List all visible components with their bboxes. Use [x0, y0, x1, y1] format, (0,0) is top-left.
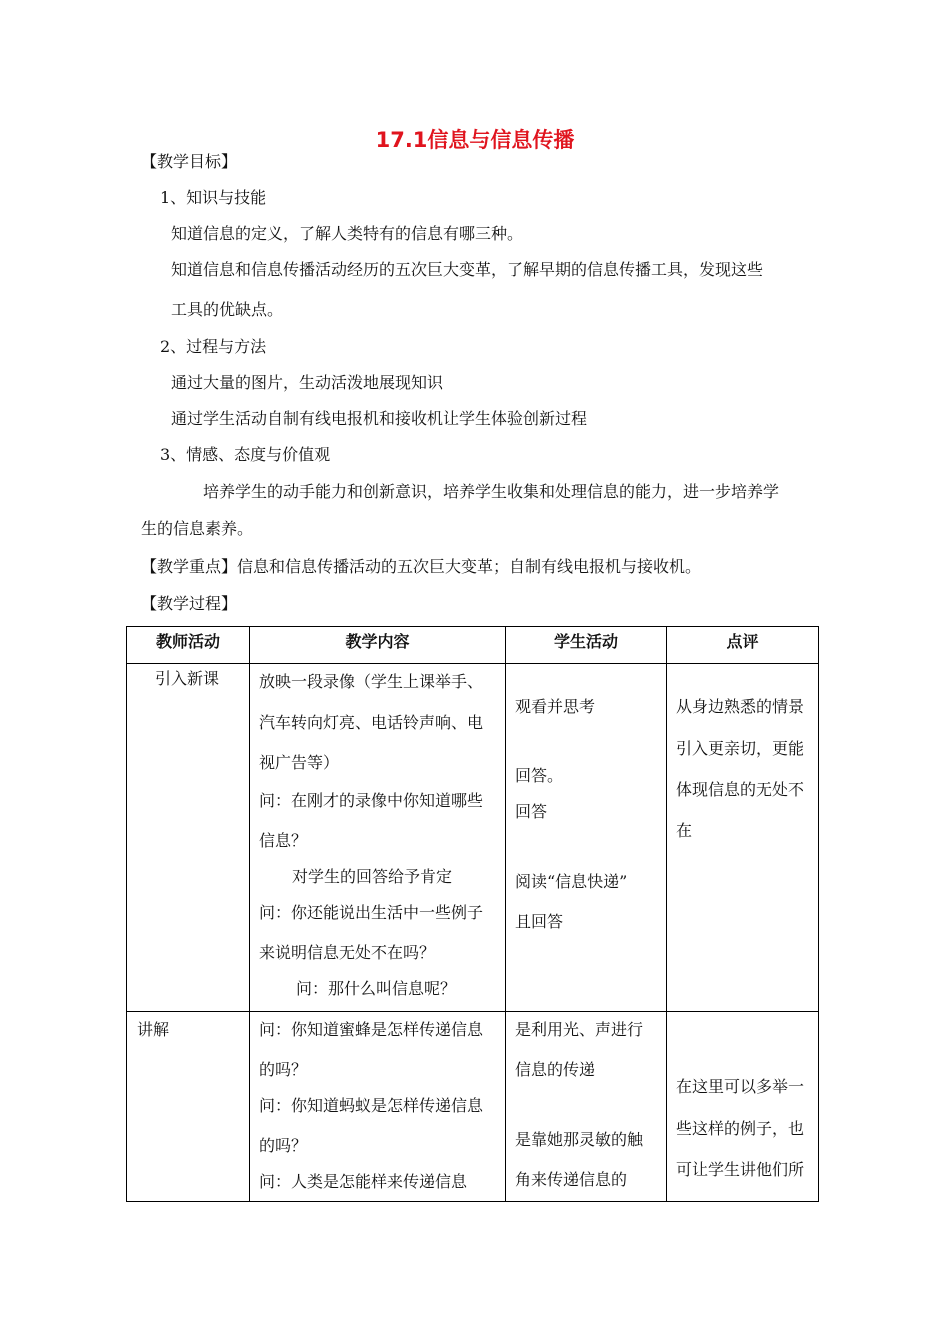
section-3-heading: 3、情感、态度与价值观	[160, 445, 331, 464]
table-header-content: 教学内容	[345, 632, 410, 651]
row1-student-4: 阅读“信息快递”	[515, 872, 628, 891]
table-border-bottom	[126, 1201, 819, 1202]
row1-content-4: 问：在刚才的录像中你知道哪些	[259, 791, 484, 810]
row1-student-2: 回答。	[515, 766, 564, 785]
row2-student-2: 信息的传递	[515, 1060, 596, 1079]
row1-comment-3: 体现信息的无处不	[676, 780, 805, 799]
row1-student-1: 观看并思考	[515, 697, 596, 716]
row2-content-4: 的吗？	[259, 1136, 308, 1155]
section-2-line-1: 通过大量的图片，生动活泼地展现知识	[171, 373, 444, 392]
table-border-right	[818, 626, 819, 1202]
row2-comment-3: 可让学生讲他们所	[676, 1160, 805, 1179]
section-1-heading: 1、知识与技能	[160, 188, 267, 207]
row1-comment-4: 在	[676, 821, 693, 840]
row1-content-6: 对学生的回答给予肯定	[292, 867, 453, 886]
focus-line	[141, 557, 701, 577]
row2-content-3: 问：你知道蚂蚁是怎样传递信息	[259, 1096, 484, 1115]
row1-content-8: 来说明信息无处不在吗？	[259, 943, 436, 962]
row2-teacher: 讲解	[137, 1020, 170, 1039]
row2-comment-1: 在这里可以多举一	[676, 1077, 805, 1096]
table-border-row	[126, 1011, 819, 1012]
section-2-heading: 2、过程与方法	[160, 337, 267, 356]
page-title: 17.1信息与信息传播	[375, 128, 575, 152]
section-3-line-1: 培养学生的动手能力和创新意识，培养学生收集和处理信息的能力，进一步培养学	[203, 482, 780, 501]
section-2-line-2: 通过学生活动自制有线电报机和接收机让学生体验创新过程	[171, 409, 588, 428]
section-3-line-2: 生的信息素养。	[141, 519, 254, 538]
row1-content-5: 信息？	[259, 831, 308, 850]
row2-student-1: 是利用光、声进行	[515, 1020, 644, 1039]
row1-content-7: 问：你还能说出生活中一些例子	[259, 903, 484, 922]
objectives-heading: 【教学目标】	[141, 152, 238, 171]
row2-content-2: 的吗？	[259, 1060, 308, 1079]
row2-student-4: 角来传递信息的	[515, 1170, 628, 1189]
row1-comment-1: 从身边熟悉的情景	[676, 697, 805, 716]
table-header-teacher: 教师活动	[155, 632, 220, 651]
table-border-left	[126, 626, 127, 1202]
section-1-line-3: 工具的优缺点。	[171, 300, 284, 319]
table-border-col2	[505, 626, 506, 1202]
table-border-top	[126, 626, 819, 627]
focus-heading: 【教学重点】	[141, 557, 238, 576]
section-1-line-1: 知道信息的定义，了解人类特有的信息有哪三种。	[171, 224, 524, 243]
row1-content-9: 问：那什么叫信息呢？	[296, 979, 457, 998]
table-header-student: 学生活动	[553, 632, 618, 651]
row1-teacher: 引入新课	[155, 669, 220, 688]
row1-content-1: 放映一段录像（学生上课举手、	[259, 672, 484, 691]
process-heading: 【教学过程】	[141, 594, 238, 613]
focus-text: 信息和信息传播活动的五次巨大变革；自制有线电报机与接收机。	[237, 557, 702, 576]
row1-student-5: 且回答	[515, 912, 564, 931]
row2-content-5: 问：人类是怎能样来传递信息	[259, 1172, 468, 1191]
row1-comment-2: 引入更亲切，更能	[676, 739, 805, 758]
row2-student-3: 是靠她那灵敏的触	[515, 1130, 644, 1149]
table-border-col3	[666, 626, 667, 1202]
row2-content-1: 问：你知道蜜蜂是怎样传递信息	[259, 1020, 484, 1039]
table-header-comment: 点评	[726, 632, 759, 651]
table-border-header	[126, 663, 819, 664]
row1-student-3: 回答	[515, 802, 548, 821]
table-border-col1	[249, 626, 250, 1202]
section-1-line-2: 知道信息和信息传播活动经历的五次巨大变革，了解早期的信息传播工具，发现这些	[171, 260, 764, 279]
row2-comment-2: 些这样的例子，也	[676, 1119, 805, 1138]
row1-content-2: 汽车转向灯亮、电话铃声响、电	[259, 713, 484, 732]
row1-content-3: 视广告等）	[259, 753, 340, 772]
